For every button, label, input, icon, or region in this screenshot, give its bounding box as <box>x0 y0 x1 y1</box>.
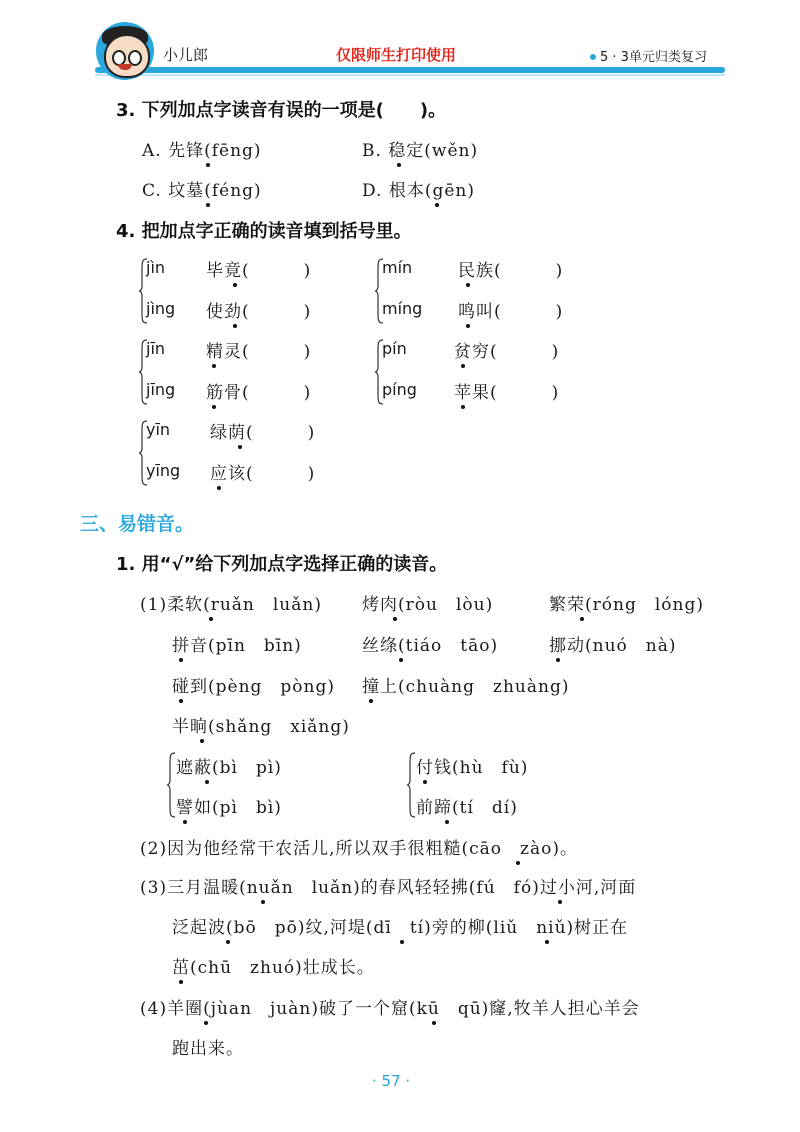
pinyin-1: jīn <box>146 339 166 358</box>
emphasis-dot <box>209 617 213 621</box>
page-number: · 57 · <box>372 1072 411 1090</box>
emphasis-dot <box>212 405 216 409</box>
emphasis-dot <box>183 820 187 824</box>
pinyin-2: yīng <box>146 461 181 480</box>
emphasis-dot <box>545 940 549 944</box>
s3-part3-line2: 泛起波(bō pō)纹,河堤(dī tí)旁的柳(liǔ niǔ)树正在 <box>172 918 629 938</box>
q3-title: 3. 下列加点字读音有误的一项是( )。 <box>116 100 447 121</box>
brand-name: 小儿郎 <box>163 46 209 64</box>
emphasis-dot <box>205 780 209 784</box>
s3-part4-line1: (4)羊圈(jùan juàn)破了一个窟(kū qū)窿,牧羊人担心羊会 <box>140 999 640 1019</box>
emphasis-dot <box>558 900 562 904</box>
emphasis-dot <box>466 283 470 287</box>
word-blank: 苹果( ) <box>454 383 560 403</box>
word-blank: 毕竟( ) <box>206 261 312 281</box>
word-blank: 民族( ) <box>458 261 564 281</box>
emphasis-dot <box>432 1021 436 1025</box>
emphasis-dot <box>233 283 237 287</box>
pinyin-1: mín <box>382 258 413 277</box>
item: 半晌(shǎng xiǎng) <box>172 717 350 737</box>
emphasis-dot <box>423 780 427 784</box>
emphasis-dot <box>556 658 560 662</box>
emphasis-dot <box>399 658 403 662</box>
item: 碰到(pèng pòng) <box>172 677 335 697</box>
word-blank: 鸣叫( ) <box>458 302 564 322</box>
pinyin-1: yīn <box>146 420 171 439</box>
emphasis-dot <box>206 163 210 167</box>
header-rule <box>95 67 725 73</box>
emphasis-dot <box>206 203 210 207</box>
print-notice: 仅限师生打印使用 <box>336 46 457 64</box>
item: 烤肉(ròu lòu) <box>362 595 494 615</box>
pinyin-2: míng <box>382 299 423 318</box>
word-blank: 精灵( ) <box>206 342 312 362</box>
item: 丝绦(tiáo tāo) <box>362 636 499 656</box>
item: (1)柔软(ruǎn luǎn) <box>140 595 322 615</box>
emphasis-dot <box>204 1021 208 1025</box>
emphasis-dot <box>466 324 470 328</box>
emphasis-dot <box>233 324 237 328</box>
emphasis-dot <box>461 405 465 409</box>
pinyin-2: jīng <box>146 380 176 399</box>
item: 挪动(nuó nà) <box>549 636 677 656</box>
emphasis-dot <box>393 617 397 621</box>
pinyin-1: pín <box>382 339 407 358</box>
item: 撞上(chuàng zhuàng) <box>362 677 570 697</box>
word-blank: 筋骨( ) <box>206 383 312 403</box>
item: 拼音(pīn bīn) <box>172 636 302 656</box>
emphasis-dot <box>435 203 439 207</box>
mascot-logo-icon <box>96 22 154 80</box>
q3-option-c: C. 坟墓(féng) <box>142 181 262 201</box>
emphasis-dot <box>238 445 242 449</box>
s3-q1-title: 1. 用“√”给下列加点字选择正确的读音。 <box>116 554 448 575</box>
emphasis-dot <box>179 658 183 662</box>
section-title: 三、易错音。 <box>80 513 195 535</box>
s3-part2: (2)因为他经常干农活儿,所以双手很粗糙(cāo zào)。 <box>140 839 578 859</box>
s3-part3-line3: 茁(chū zhuó)壮成长。 <box>172 958 375 978</box>
emphasis-dot <box>445 820 449 824</box>
emphasis-dot <box>461 364 465 368</box>
q3-option-a: A. 先锋(fēng) <box>142 141 262 161</box>
pair-item: 付钱(hù fù) <box>416 758 529 778</box>
word-blank: 绿荫( ) <box>210 423 316 443</box>
pair-item: 前蹄(tí dí) <box>416 798 518 818</box>
emphasis-dot <box>397 163 401 167</box>
s3-part4-line2: 跑出来。 <box>172 1039 244 1059</box>
emphasis-dot <box>179 699 183 703</box>
item: 繁荣(róng lóng) <box>549 595 704 615</box>
pinyin-2: píng <box>382 380 417 399</box>
emphasis-dot <box>212 364 216 368</box>
pinyin-1: jìn <box>146 258 166 277</box>
q3-option-d: D. 根本(gēn) <box>362 181 475 201</box>
pinyin-2: jìng <box>146 299 176 318</box>
header-rule-shadow <box>95 74 725 76</box>
emphasis-dot <box>400 940 404 944</box>
pair-item: 譬如(pì bì) <box>176 798 282 818</box>
emphasis-dot <box>516 861 520 865</box>
emphasis-dot <box>226 940 230 944</box>
emphasis-dot <box>580 617 584 621</box>
brace <box>166 752 176 818</box>
emphasis-dot <box>200 739 204 743</box>
q3-option-b: B. 稳定(wěn) <box>362 141 479 161</box>
word-blank: 贫穷( ) <box>454 342 560 362</box>
q4-title: 4. 把加点字正确的读音填到括号里。 <box>116 221 412 242</box>
brace <box>406 752 416 818</box>
emphasis-dot <box>261 900 265 904</box>
bullet-icon <box>590 54 596 60</box>
word-blank: 使劲( ) <box>206 302 312 322</box>
unit-title: 5 · 3单元归类复习 <box>600 50 707 65</box>
emphasis-dot <box>179 980 183 984</box>
emphasis-dot <box>369 699 373 703</box>
word-blank: 应该( ) <box>210 464 316 484</box>
pair-item: 遮蔽(bì pì) <box>176 758 282 778</box>
emphasis-dot <box>217 486 221 490</box>
s3-part3-line1: (3)三月温暖(nuǎn luǎn)的春风轻轻拂(fú fó)过小河,河面 <box>140 878 637 898</box>
